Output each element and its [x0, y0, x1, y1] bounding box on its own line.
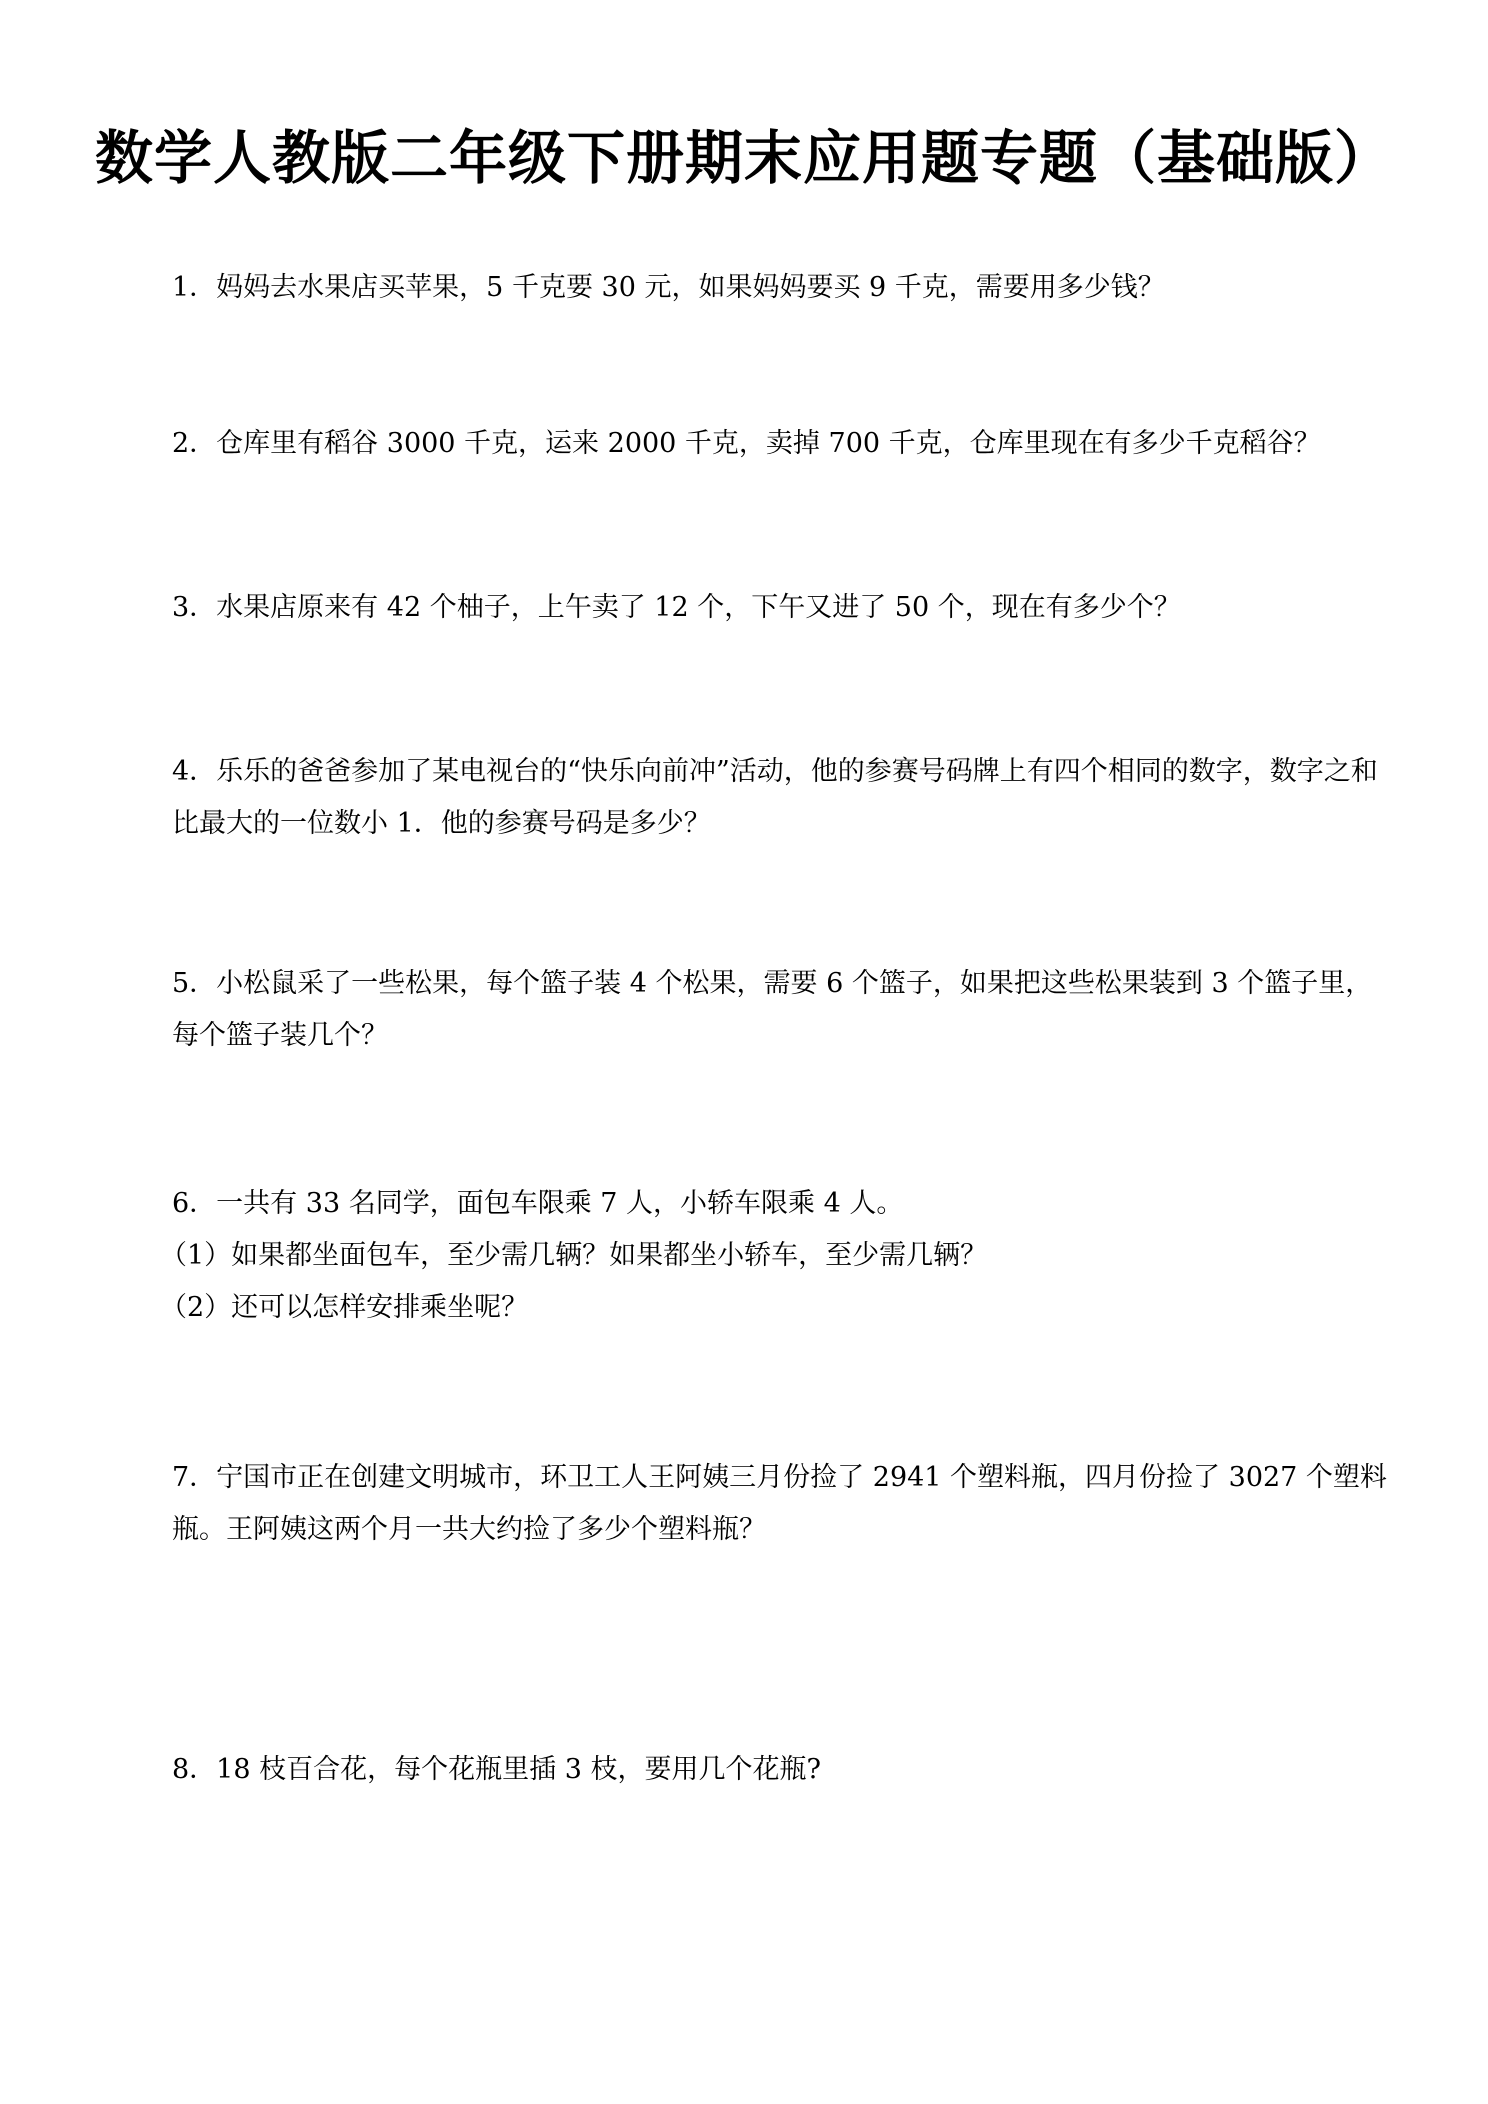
question-2 [172, 418, 1392, 470]
question-7 [172, 1452, 1392, 1556]
question-text: 5．小松鼠采了一些松果，每个篮子装 4 个松果，需要 6 个篮子，如果把这些松果装到 3 个篮子里，每个篮子装几个？ [172, 968, 1373, 1051]
question-text: 2．仓库里有稻谷 3000 千克，运来 2000 千克，卖掉 700 千克，仓库里现在有多少千克稻谷？ [172, 428, 1321, 459]
question-text: 1．妈妈去水果店买苹果，5 千克要 30 元，如果妈妈要买 9 千克，需要用多少钱？ [172, 272, 1165, 303]
question-8 [172, 1744, 1392, 1796]
question-1 [172, 262, 1392, 314]
question-text: 3．水果店原来有 42 个柚子，上午卖了 12 个，下午又进了 50 个，现在有多少个？ [172, 592, 1181, 623]
question-3 [172, 582, 1392, 634]
question-text: 8．18 枝百合花，每个花瓶里插 3 枝，要用几个花瓶? [172, 1754, 821, 1785]
question-4 [172, 746, 1392, 850]
question-text: 4．乐乐的爸爸参加了某电视台的“快乐向前冲”活动，他的参赛号码牌上有四个相同的数字，数字之和比最大的一位数小 1．他的参赛号码是多少？ [172, 756, 1378, 839]
question-5 [172, 958, 1392, 1062]
sub-question-1: （1）如果都坐面包车，至少需几辆？如果都坐小轿车，至少需几辆？ [160, 1240, 988, 1271]
sub-question-2: （2）还可以怎样安排乘坐呢？ [160, 1292, 529, 1323]
page-title: 数学人教版二年级下册期末应用题专题（基础版） [94, 124, 1393, 192]
question-6 [160, 1178, 1392, 1334]
question-text: 7．宁国市正在创建文明城市，环卫工人王阿姨三月份捡了 2941 个塑料瓶，四月份捡了 3027 个塑料瓶。王阿姨这两个月一共大约捡了多少个塑料瓶？ [172, 1462, 1387, 1545]
question-text: 6．一共有 33 名同学，面包车限乘 7 人，小轿车限乘 4 人。 [172, 1188, 904, 1219]
